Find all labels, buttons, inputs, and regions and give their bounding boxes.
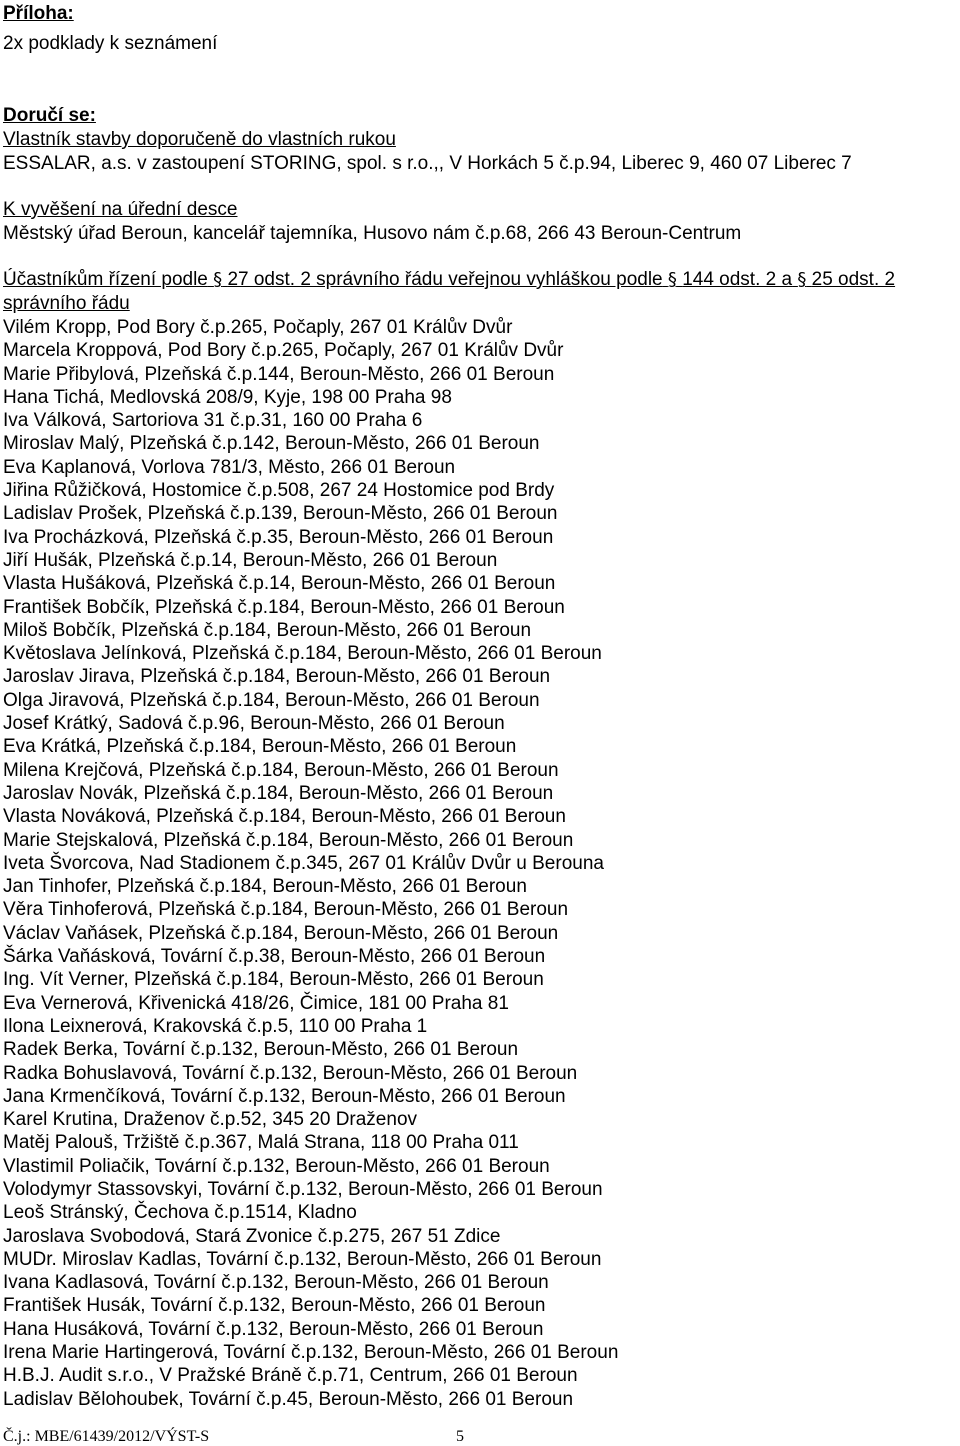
list-item: Marie Přibylová, Plzeňská č.p.144, Beroun-Město, 266 01 Beroun <box>3 363 555 385</box>
page-number: 5 <box>456 1428 464 1445</box>
reference-number: Č.j.: MBE/61439/2012/VÝST-S <box>3 1428 210 1445</box>
list-item: Irena Marie Hartingerová, Tovární č.p.132, Beroun-Město, 266 01 Beroun <box>3 1342 619 1364</box>
list-item: Hana Tichá, Medlovská 208/9, Kyje, 198 00 Praha 98 <box>3 386 452 408</box>
board-section <box>3 198 953 246</box>
list-item: Josef Krátký, Sadová č.p.96, Beroun-Město, 266 01 Beroun <box>3 713 505 735</box>
list-item: Matěj Palouš, Tržiště č.p.367, Malá Strana, 118 00 Praha 011 <box>3 1132 519 1154</box>
list-item: Marie Stejskalová, Plzeňská č.p.184, Beroun-Město, 266 01 Beroun <box>3 829 574 851</box>
list-item: Jaroslava Svobodová, Stará Zvonice č.p.275, 267 51 Zdice <box>3 1225 501 1247</box>
list-item: Vlastimil Poliačik, Tovární č.p.132, Beroun-Město, 266 01 Beroun <box>3 1155 550 1177</box>
owner-line: ESSALAR, a.s. v zastoupení STORING, spol. s r.o.,, V Horkách 5 č.p.94, Liberec 9, 460 07 Liberec 7 <box>3 153 852 174</box>
attachment-text: 2x podklady k seznámení <box>3 33 218 54</box>
list-item: Olga Jiravová, Plzeňská č.p.184, Beroun-Město, 266 01 Beroun <box>3 689 540 711</box>
board-header: K vyvěšení na úřední desce <box>3 199 238 220</box>
list-item: Jan Tinhofer, Plzeňská č.p.184, Beroun-Město, 266 01 Beroun <box>3 876 527 898</box>
list-item: Věra Tinhoferová, Plzeňská č.p.184, Beroun-Město, 266 01 Beroun <box>3 899 569 921</box>
list-item: Ladislav Bělohoubek, Tovární č.p.45, Beroun-Město, 266 01 Beroun <box>3 1388 574 1410</box>
list-item: Milena Krejčová, Plzeňská č.p.184, Beroun-Město, 266 01 Beroun <box>3 759 559 781</box>
list-item: Iva Válková, Sartoriova 31 č.p.31, 160 00 Praha 6 <box>3 410 423 432</box>
participants-header-part4: 25 odst. 2 správního řádu <box>3 269 896 314</box>
section-sign-3: § <box>797 269 807 290</box>
list-item: Radka Bohuslavová, Tovární č.p.132, Beroun-Město, 266 01 Beroun <box>3 1062 578 1084</box>
list-item: Volodymyr Stassovskyi, Tovární č.p.132, Beroun-Město, 266 01 Beroun <box>3 1178 603 1200</box>
delivery-section <box>3 104 953 176</box>
page-footer <box>3 1428 953 1446</box>
list-item: Ivana Kadlasová, Tovární č.p.132, Beroun-Město, 266 01 Beroun <box>3 1272 549 1294</box>
list-item: Jiřina Růžičková, Hostomice č.p.508, 267 24 Hostomice pod Brdy <box>3 480 555 502</box>
participants-header <box>3 268 953 316</box>
list-item: František Bobčík, Plzeňská č.p.184, Beroun-Město, 266 01 Beroun <box>3 596 565 618</box>
attachment-section <box>3 2 953 56</box>
list-item: Vlasta Nováková, Plzeňská č.p.184, Beroun-Město, 266 01 Beroun <box>3 806 566 828</box>
participants-header-part3: 144 odst. 2 a <box>682 269 793 290</box>
list-item: Miroslav Malý, Plzeňská č.p.142, Beroun-Město, 266 01 Beroun <box>3 433 540 455</box>
owner-header: Vlastník stavby doporučeně do vlastních rukou <box>3 129 396 150</box>
list-item: Karel Krutina, Draženov č.p.52, 345 20 Draženov <box>3 1109 418 1131</box>
list-item: Iva Procházková, Plzeňská č.p.35, Beroun-Město, 266 01 Beroun <box>3 526 554 548</box>
list-item: Iveta Švorcova, Nad Stadionem č.p.345, 267 01 Králův Dvůr u Berouna <box>3 852 604 874</box>
list-item: Radek Berka, Tovární č.p.132, Beroun-Město, 266 01 Beroun <box>3 1039 519 1061</box>
list-item: Ing. Vít Verner, Plzeňská č.p.184, Beroun-Město, 266 01 Beroun <box>3 969 544 991</box>
list-item: Ladislav Prošek, Plzeňská č.p.139, Beroun-Město, 266 01 Beroun <box>3 503 558 525</box>
list-item: František Husák, Tovární č.p.132, Beroun-Město, 266 01 Beroun <box>3 1295 546 1317</box>
list-item: Václav Vaňásek, Plzeňská č.p.184, Beroun-Město, 266 01 Beroun <box>3 922 559 944</box>
list-item: Eva Vernerová, Křivenická 418/26, Čimice, 181 00 Praha 81 <box>3 992 509 1014</box>
list-item: Květoslava Jelínková, Plzeňská č.p.184, Beroun-Město, 266 01 Beroun <box>3 643 602 665</box>
list-item: Leoš Stránský, Čechova č.p.1514, Kladno <box>3 1202 357 1224</box>
list-item: Jaroslav Jirava, Plzeňská č.p.184, Beroun-Město, 266 01 Beroun <box>3 666 551 688</box>
list-item: Ilona Leixnerová, Krakovská č.p.5, 110 00 Praha 1 <box>3 1015 428 1037</box>
list-item: Hana Husáková, Tovární č.p.132, Beroun-Město, 266 01 Beroun <box>3 1318 544 1340</box>
delivery-title: Doručí se: <box>3 105 96 126</box>
list-item: Jiří Hušák, Plzeňská č.p.14, Beroun-Město, 266 01 Beroun <box>3 549 498 571</box>
section-sign-2: § <box>667 269 677 290</box>
participants-header-part2: 27 odst. 2 správního řádu veřejnou vyhláškou podle <box>227 269 663 290</box>
list-item: Eva Kaplanová, Vorlova 781/3, Město, 266 01 Beroun <box>3 456 456 478</box>
list-item: Šárka Vaňásková, Tovární č.p.38, Beroun-Město, 266 01 Beroun <box>3 946 546 968</box>
board-line: Městský úřad Beroun, kancelář tajemníka, Husovo nám č.p.68, 266 43 Beroun-Centrum <box>3 223 742 244</box>
list-item: H.B.J. Audit s.r.o., V Pražské Bráně č.p.71, Centrum, 266 01 Beroun <box>3 1365 578 1387</box>
list-item: Eva Krátká, Plzeňská č.p.184, Beroun-Město, 266 01 Beroun <box>3 736 517 758</box>
list-item: Jana Krmenčíková, Tovární č.p.132, Beroun-Město, 266 01 Beroun <box>3 1085 566 1107</box>
list-item: Vlasta Hušáková, Plzeňská č.p.14, Beroun-Město, 266 01 Beroun <box>3 573 556 595</box>
participants-list <box>3 316 953 1411</box>
list-item: Vilém Kropp, Pod Bory č.p.265, Počaply, 267 01 Králův Dvůr <box>3 317 513 338</box>
list-item: MUDr. Miroslav Kadlas, Tovární č.p.132, Beroun-Město, 266 01 Beroun <box>3 1248 602 1270</box>
attachment-title: Příloha: <box>3 3 74 24</box>
list-item: Marcela Kroppová, Pod Bory č.p.265, Počaply, 267 01 Králův Dvůr <box>3 340 564 362</box>
participants-section <box>3 268 953 316</box>
participants-header-part1: Účastníkům řízení podle <box>3 269 208 290</box>
section-sign-1: § <box>213 269 223 290</box>
list-item: Miloš Bobčík, Plzeňská č.p.184, Beroun-Město, 266 01 Beroun <box>3 619 532 641</box>
list-item: Jaroslav Novák, Plzeňská č.p.184, Beroun-Město, 266 01 Beroun <box>3 782 554 804</box>
